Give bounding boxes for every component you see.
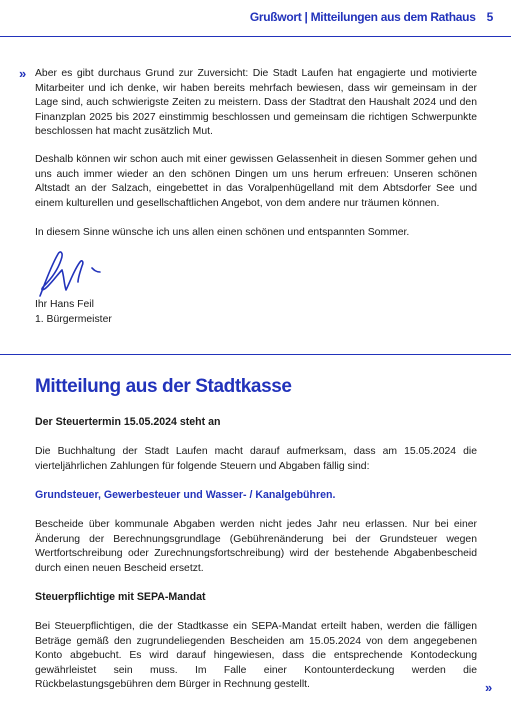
section-divider — [0, 354, 511, 355]
running-header — [250, 10, 493, 24]
stadtkasse-paragraph-2: Bescheide über kommunale Abgaben werden nicht jedes Jahr neu erlassen. Nur bei einer Änderung der Berechnungsgrundlage (Gebührenänderung bei der Grundsteuer wegen Wertfortschreibung oder Zurechnungsfortschreibung) wird der bestehende Abgabenbescheid durch einen neuen Bescheid ersetzt. — [35, 519, 477, 574]
greeting-paragraph-1: Aber es gibt durchaus Grund zur Zuversicht: Die Stadt Laufen hat engagierte und motivierte Mitarbeiter und ich denke, wir haben bereits mehrfach bewiesen, dass wir gemeinsam in der Lage sind, auch schwierigste Zeiten zu meistern. Dass der Stadtrat den Haushalt 2024 und den Finanzplan 2025 bis 2027 einstimmig beschlossen und gemeinsam die richtigen Schwerpunkte beschlossen hat macht zusätzlich Mut. — [35, 68, 477, 138]
header-separator: | — [304, 10, 308, 24]
stadtkasse-paragraph-3: Bei Steuerpflichtigen, die der Stadtkasse ein SEPA-Mandat erteilt haben, werden die fälligen Beträge gemäß den zugrundeliegenden Bescheiden am 15.05.2024 von dem angegebenen Konto abgebucht. Es wird darauf hingewiesen, dass die entsprechende Kontodeckung gewährleistet sein muss. Im Falle einer Kontounterdeckung werden die Rückbelastungsgebühren dem Bürger in Rechnung gestellt. — [35, 621, 477, 691]
page-number: 5 — [486, 10, 493, 24]
section-title: Mitteilung aus der Stadtkasse — [35, 376, 292, 397]
handwritten-signature — [34, 246, 118, 302]
tax-date-heading: Der Steuertermin 15.05.2024 steht an — [35, 416, 221, 428]
header-section: Grußwort — [249, 10, 302, 24]
continue-arrow-icon: » — [19, 66, 27, 81]
sepa-heading: Steuerpflichtige mit SEPA-Mandat — [35, 591, 206, 603]
greeting-paragraph-3: In diesem Sinne wünsche ich uns allen einen schönen und entspannten Sommer. — [35, 227, 410, 238]
tax-types-highlight: Grundsteuer, Gewerbesteuer und Wasser- / Kanalgebühren. — [35, 489, 336, 501]
signature-title: 1. Bürgermeister — [35, 314, 112, 325]
header-topic: Mitteilungen aus dem Rathaus — [310, 10, 476, 24]
header-rule — [0, 36, 511, 37]
greeting-paragraph-2: Deshalb können wir schon auch mit einer gewissen Gelassenheit in diesen Sommer gehen und uns auch immer wieder an den schönen Dingen um uns herum erfreuen: Unseren schönen Altstadt an der Salzach, eingebettet in das Voralpenhügelland mit dem Abtsdorfer See und einem kulturellen und gesellschaftlichen Angebot, von dem andere nur träumen können. — [35, 154, 477, 209]
signature-name: Ihr Hans Feil — [35, 299, 94, 310]
stadtkasse-paragraph-1: Die Buchhaltung der Stadt Laufen macht darauf aufmerksam, dass am 15.05.2024 die vierteljährlichen Zahlungen für folgende Steuern und Abgaben fällig sind: — [35, 446, 477, 472]
continue-next-page-icon: » — [485, 680, 493, 695]
